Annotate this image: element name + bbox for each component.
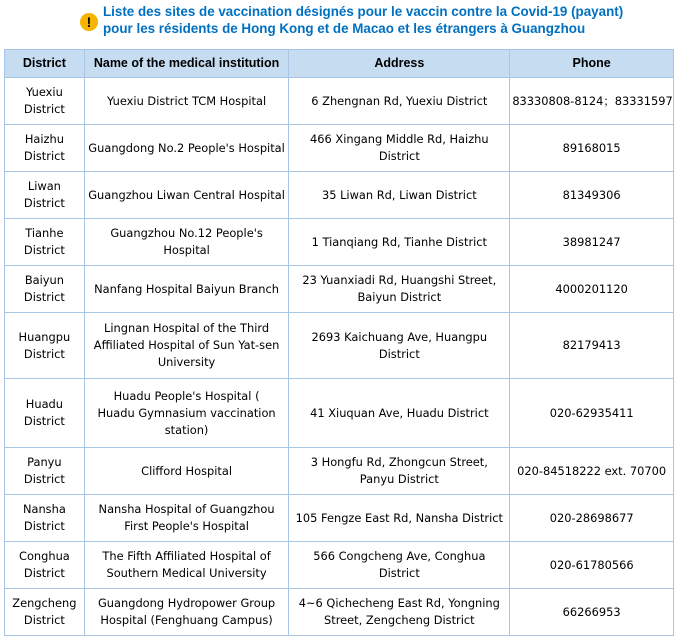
address-cell-line: 41 Xiuquan Ave, Huadu District <box>310 405 489 420</box>
institution-cell-line: Guangdong Hydropower Group <box>97 596 276 610</box>
page-title <box>103 3 673 37</box>
district-cell-line: Huangpu <box>18 329 71 344</box>
phone-cell: 020-61780566 <box>510 542 674 589</box>
institution-cell-line: Nansha Hospital of Guangzhou <box>98 502 275 516</box>
institution-cell <box>84 542 289 589</box>
table-row <box>5 379 674 448</box>
district-cell-line: District <box>23 472 65 486</box>
institution-cell <box>84 266 289 313</box>
address-cell <box>289 313 510 379</box>
district-cell <box>5 379 85 448</box>
address-cell-line: 566 Congcheng Ave, Conghua <box>313 549 486 563</box>
district-cell <box>5 78 85 125</box>
address-cell <box>289 542 510 589</box>
district-cell-line: District <box>23 346 65 361</box>
institution-cell-line: University <box>157 355 216 369</box>
district-cell <box>5 313 85 379</box>
address-cell-line: Baiyun District <box>357 290 442 304</box>
column-header-phone: Phone <box>510 50 674 78</box>
institution-cell-line: Hospital <box>163 243 210 257</box>
district-cell <box>5 172 85 219</box>
exclamation-warning-icon: ! <box>80 13 98 31</box>
institution-cell <box>84 125 289 172</box>
district-cell-line: District <box>23 149 65 163</box>
table-row <box>5 542 674 589</box>
address-cell-line: 1 Tianqiang Rd, Tianhe District <box>311 234 488 249</box>
phone-cell: 020-28698677 <box>510 495 674 542</box>
table-row <box>5 313 674 379</box>
district-cell <box>5 495 85 542</box>
institution-cell <box>84 78 289 125</box>
institution-cell <box>84 379 289 448</box>
phone-cell: 020-84518222 ext. 70700 <box>510 448 674 495</box>
table-row <box>5 589 674 636</box>
district-cell-line: District <box>23 102 65 116</box>
address-cell-line: District <box>378 149 420 163</box>
column-header-address: Address <box>289 50 510 78</box>
district-cell-line: Huadu <box>25 397 63 411</box>
address-cell <box>289 448 510 495</box>
address-cell-line: 23 Yuanxiadi Rd, Huangshi Street, <box>302 273 497 287</box>
column-header-district: District <box>5 50 85 78</box>
institution-cell <box>84 172 289 219</box>
address-cell <box>289 172 510 219</box>
institution-cell-line: Huadu People's Hospital ( <box>113 388 260 403</box>
address-cell <box>289 266 510 313</box>
district-cell <box>5 125 85 172</box>
column-header-institution: Name of the medical institution <box>84 50 289 78</box>
district-cell-line: Baiyun <box>24 273 64 287</box>
page-title-line-1: Liste des sites de vaccination désignés pour le vaccin contre la Covid-19 (payant) <box>103 4 624 19</box>
institution-cell-line: Huadu Gymnasium vaccination <box>97 405 276 420</box>
district-cell-line: District <box>23 196 65 210</box>
institution-cell-line: Southern Medical University <box>106 566 267 580</box>
district-cell-line: Nansha <box>22 502 66 516</box>
phone-cell: 89168015 <box>510 125 674 172</box>
institution-cell-line: Lingnan Hospital of the Third <box>104 321 270 335</box>
table-row <box>5 495 674 542</box>
phone-cell: 82179413 <box>510 313 674 379</box>
address-cell-line: Panyu District <box>359 472 439 486</box>
institution-cell-line: Nanfang Hospital Baiyun Branch <box>94 281 279 296</box>
district-cell-line: District <box>23 243 65 257</box>
phone-cell: 81349306 <box>510 172 674 219</box>
address-cell <box>289 589 510 636</box>
table-row <box>5 266 674 313</box>
address-cell-line: 466 Xingang Middle Rd, Haizhu <box>310 132 489 146</box>
phone-cell: 020-62935411 <box>510 379 674 448</box>
institution-cell-line: Hospital (Fenghuang Campus) <box>100 613 273 627</box>
institution-cell-line: Guangdong No.2 People's Hospital <box>88 140 285 155</box>
district-cell-line: Liwan <box>27 179 61 193</box>
district-cell-line: Yuexiu <box>25 85 63 99</box>
phone-cell: 4000201120 <box>510 266 674 313</box>
vaccination-sites-table <box>4 49 674 636</box>
district-cell-line: Zengcheng <box>12 596 77 610</box>
phone-cell: 66266953 <box>510 589 674 636</box>
institution-cell-line: Clifford Hospital <box>141 463 233 478</box>
address-cell-line: 105 Fengze East Rd, Nansha District <box>295 510 503 525</box>
district-cell-line: Panyu <box>27 455 62 469</box>
table-body <box>5 78 674 636</box>
page-title-line-2: pour les résidents de Hong Kong et de Macao et les étrangers à Guangzhou <box>103 21 586 36</box>
table-row <box>5 78 674 125</box>
table-header-row <box>5 50 674 78</box>
institution-cell-line: Affiliated Hospital of Sun Yat-sen <box>93 338 280 352</box>
district-cell-line: District <box>23 414 65 428</box>
district-cell-line: Haizhu <box>24 132 64 146</box>
address-cell <box>289 219 510 266</box>
institution-cell-line: Guangzhou No.12 People's <box>110 226 263 240</box>
district-cell-line: Tianhe <box>25 226 64 240</box>
district-cell-line: District <box>23 519 65 533</box>
district-cell-line: Conghua <box>18 549 70 563</box>
address-cell-line: 2693 Kaichuang Ave, Huangpu <box>311 329 488 344</box>
institution-cell <box>84 448 289 495</box>
address-cell <box>289 495 510 542</box>
address-cell-line: District <box>378 566 420 580</box>
address-cell <box>289 379 510 448</box>
address-cell-line: 3 Hongfu Rd, Zhongcun Street, <box>310 455 488 469</box>
institution-cell <box>84 219 289 266</box>
address-cell <box>289 78 510 125</box>
district-cell <box>5 266 85 313</box>
institution-cell-line: Guangzhou Liwan Central Hospital <box>88 187 285 202</box>
district-cell <box>5 448 85 495</box>
table-row <box>5 448 674 495</box>
address-cell-line: 6 Zhengnan Rd, Yuexiu District <box>311 93 488 108</box>
address-cell-line: 35 Liwan Rd, Liwan District <box>321 187 477 202</box>
address-cell-line: 4~6 Qichecheng East Rd, Yongning <box>298 596 500 610</box>
district-cell <box>5 542 85 589</box>
address-cell-line: Street, Zengcheng District <box>324 613 475 627</box>
page-header <box>0 0 677 46</box>
table-row <box>5 219 674 266</box>
district-cell-line: District <box>23 566 65 580</box>
institution-cell-line: Yuexiu District TCM Hospital <box>107 93 267 108</box>
phone-cell: 38981247 <box>510 219 674 266</box>
district-cell <box>5 219 85 266</box>
institution-cell <box>84 313 289 379</box>
address-cell <box>289 125 510 172</box>
district-cell <box>5 589 85 636</box>
phone-cell: 83330808-8124；83331597 <box>510 78 674 125</box>
district-cell-line: District <box>23 613 65 627</box>
institution-cell <box>84 589 289 636</box>
district-cell-line: District <box>23 290 65 304</box>
institution-cell-line: station) <box>164 422 209 437</box>
institution-cell-line: First People's Hospital <box>124 519 249 533</box>
institution-cell <box>84 495 289 542</box>
institution-cell-line: The Fifth Affiliated Hospital of <box>102 549 271 563</box>
table-row <box>5 125 674 172</box>
table-row <box>5 172 674 219</box>
address-cell-line: District <box>378 346 420 361</box>
